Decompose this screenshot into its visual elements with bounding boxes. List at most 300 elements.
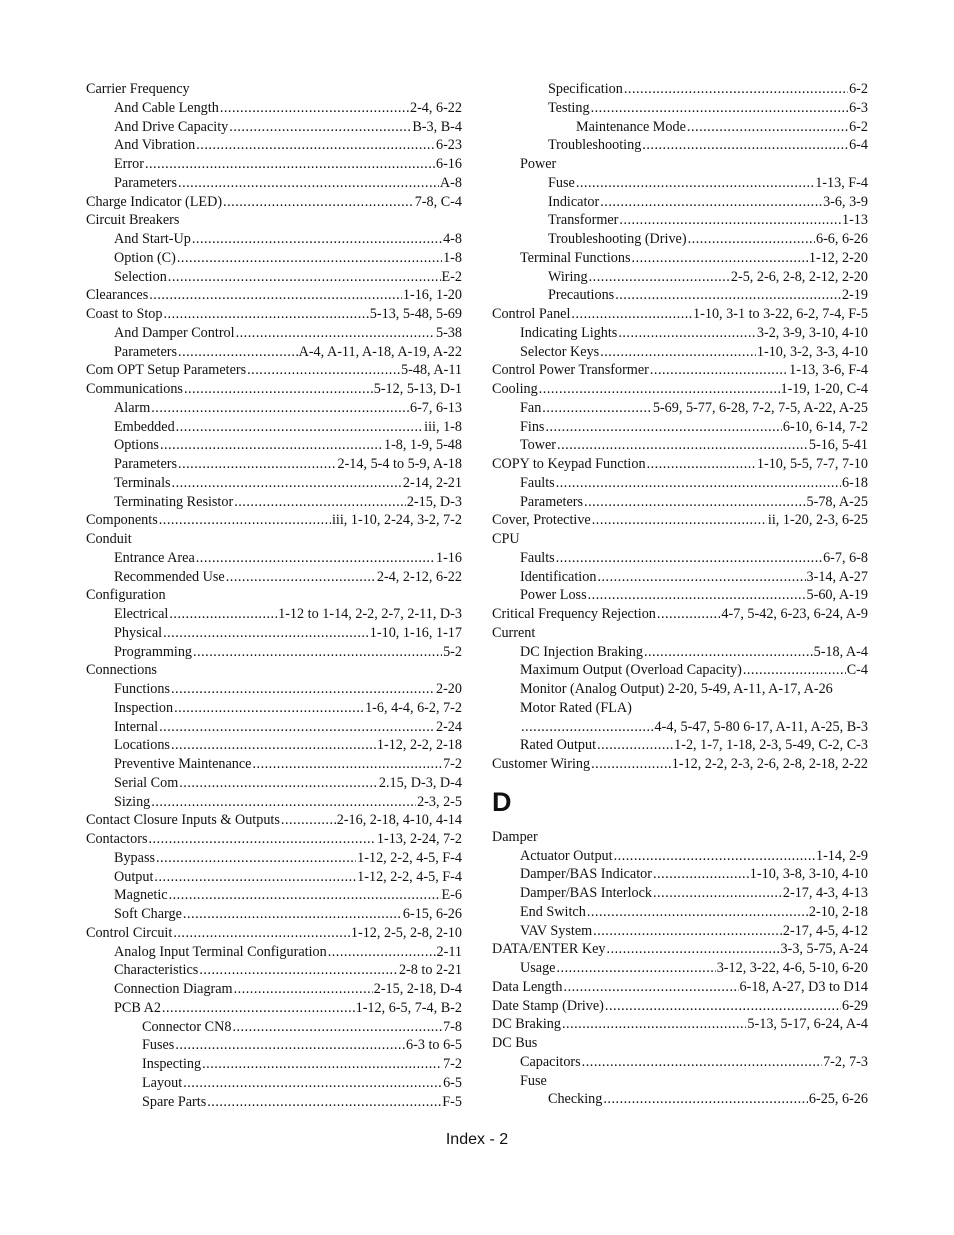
index-entry (86, 1036, 462, 1055)
index-entry (492, 230, 868, 249)
dot-leader (644, 643, 813, 662)
index-entry (86, 680, 462, 699)
index-pages: 1-10, 3-8, 3-10, 4-10 (749, 866, 868, 883)
index-entry (492, 286, 868, 305)
dot-leader (199, 961, 398, 980)
index-pages: 5-78, A-25 (806, 493, 868, 510)
index-entry (492, 959, 868, 978)
dot-leader (328, 943, 436, 962)
index-entry (86, 886, 462, 905)
index-entry (492, 680, 868, 699)
index-entry (86, 474, 462, 493)
index-entry (86, 361, 462, 380)
index-term: Faults (520, 549, 555, 566)
index-entry (492, 380, 868, 399)
index-term: Error (114, 156, 144, 172)
dot-leader (562, 1015, 746, 1034)
index-entry (86, 436, 462, 455)
index-entry (492, 997, 868, 1016)
index-entry (492, 530, 868, 549)
index-term: Clearances (86, 287, 149, 304)
index-term: Layout (142, 1074, 183, 1091)
index-entry (492, 605, 868, 624)
index-entry (492, 324, 868, 343)
dot-leader (591, 99, 849, 118)
index-pages: 5-69, 5-77, 6-28, 7-2, 7-5, A-22, A-25 (652, 399, 868, 416)
index-term: Transformer (548, 212, 619, 229)
index-pages: 6-2 (849, 81, 868, 97)
dot-leader (229, 118, 411, 137)
index-pages: E-2 (441, 268, 462, 285)
index-term: Physical (114, 624, 163, 641)
index-entry (492, 249, 868, 268)
index-pages: 1-13 (841, 212, 868, 229)
dot-leader (632, 249, 808, 268)
dot-leader (614, 847, 815, 866)
dot-leader (159, 511, 331, 530)
index-term: Tower (520, 437, 557, 454)
index-entry (86, 455, 462, 474)
dot-leader (571, 305, 692, 324)
index-column-left (86, 80, 462, 1111)
index-entry (492, 418, 868, 437)
index-term: Parameters (114, 343, 178, 360)
index-entry (86, 699, 462, 718)
index-pages: 5-12, 5-13, D-1 (373, 381, 462, 397)
index-entry (492, 736, 868, 755)
index-term: DATA/ENTER Key (492, 941, 606, 958)
dot-leader (178, 174, 439, 193)
index-term: Usage (520, 960, 556, 976)
index-entry (492, 455, 868, 474)
index-entry (86, 924, 462, 943)
dot-leader (154, 868, 356, 887)
index-term: Identification (520, 568, 597, 585)
dot-leader (743, 661, 846, 680)
index-term: Indicator (548, 193, 600, 210)
index-pages: 4-4, 5-47, 5-80 6-17, A-11, A-25, B-3 (654, 718, 868, 735)
index-pages: C-4 (846, 662, 868, 679)
dot-leader (171, 680, 435, 699)
index-pages: 5-13, 5-48, 5-69 (369, 306, 462, 322)
index-term: Indicating Lights (520, 324, 618, 341)
index-section-c-continued (492, 80, 868, 774)
dot-leader (173, 924, 350, 943)
index-term: Spare Parts (142, 1093, 207, 1110)
index-term: Monitor (Analog Output) 2-20, 5-49, A-11, A-17, A-26 (520, 681, 833, 697)
index-term: Magnetic (114, 887, 168, 904)
index-entry (86, 493, 462, 512)
index-pages: 6-3 to 6-5 (406, 1037, 462, 1054)
index-term: Capacitors (520, 1053, 581, 1070)
dot-leader (232, 1018, 442, 1037)
dot-leader (557, 436, 808, 455)
index-term: Characteristics (114, 962, 199, 979)
dot-leader (149, 286, 402, 305)
index-section-d (492, 828, 868, 1109)
index-term: Connector CN8 (142, 1018, 232, 1035)
index-entry (492, 193, 868, 212)
index-term: Inspecting (142, 1056, 202, 1072)
dot-leader (542, 399, 652, 418)
index-entry (492, 847, 868, 866)
index-entry (86, 118, 462, 137)
index-pages: 1-12, 2-2, 4-5, F-4 (357, 868, 462, 885)
index-pages: 1-2, 1-7, 1-18, 2-3, 5-49, C-2, C-3 (674, 737, 868, 754)
dot-leader (556, 549, 822, 568)
index-pages: 2-8 to 2-21 (398, 962, 462, 979)
index-term: Control Circuit (86, 924, 173, 941)
index-entry (86, 755, 462, 774)
index-entry (492, 1015, 868, 1034)
index-term: Wiring (548, 268, 588, 285)
index-pages: 7-2 (443, 756, 462, 772)
dot-leader (169, 605, 277, 624)
index-pages: 2-16, 2-18, 4-10, 4-14 (336, 812, 462, 829)
index-term: And Vibration (114, 137, 196, 154)
index-pages: 2-3, 2-5 (417, 793, 462, 810)
index-term: Terminating Resistor (114, 493, 234, 510)
index-entry (86, 155, 462, 174)
dot-leader (252, 755, 442, 774)
dot-leader (584, 493, 805, 512)
dot-leader (175, 1036, 405, 1055)
index-term: Damper (492, 828, 538, 845)
dot-leader (234, 493, 406, 512)
index-entry (492, 755, 868, 774)
index-pages: 2-20 (435, 681, 462, 697)
index-pages: iii, 1-8 (424, 418, 462, 435)
index-term: Customer Wiring (492, 756, 591, 772)
index-pages: 1-10, 3-2, 3-3, 4-10 (756, 343, 868, 360)
index-entry (86, 999, 462, 1018)
index-pages: 6-7, 6-8 (823, 549, 868, 566)
index-entry (86, 530, 462, 549)
index-entry (492, 1090, 868, 1109)
dot-leader (281, 811, 336, 830)
index-term: Specification (548, 81, 623, 97)
dot-leader (600, 193, 822, 212)
index-term: Maximum Output (Overload Capacity) (520, 662, 742, 679)
index-entry (492, 305, 868, 324)
index-pages: 2-15, 2-18, D-4 (373, 981, 462, 997)
index-term: Fan (520, 399, 542, 416)
dot-leader (545, 418, 781, 437)
index-pages: 1-8, 1-9, 5-48 (383, 437, 462, 454)
dot-leader (207, 1093, 441, 1112)
index-term: Terminals (114, 474, 171, 491)
index-pages: 6-15, 6-26 (402, 906, 462, 922)
index-entry (492, 643, 868, 662)
dot-leader (151, 793, 416, 812)
dot-leader (196, 136, 435, 155)
index-term: Cooling (492, 381, 538, 397)
index-pages: ii, 1-20, 2-3, 6-25 (767, 512, 868, 529)
index-term: Control Power Transformer (492, 362, 649, 379)
index-term: And Damper Control (114, 324, 235, 341)
index-entry (86, 511, 462, 530)
index-pages: 1-16, 1-20 (402, 287, 462, 304)
index-term: Terminal Functions (520, 249, 631, 266)
index-term: Troubleshooting (548, 137, 642, 154)
index-term: Parameters (520, 493, 584, 510)
dot-leader (196, 549, 435, 568)
index-term: Soft Charge (114, 906, 182, 922)
index-entry (492, 978, 868, 997)
index-entry (492, 828, 868, 847)
index-pages: 6-25, 6-26 (808, 1091, 868, 1108)
dot-leader (642, 136, 848, 155)
index-pages: 1-12, 6-5, 7-4, B-2 (355, 999, 462, 1016)
index-term: Output (114, 868, 154, 885)
index-pages: 5-18, A-4 (813, 643, 868, 660)
dot-leader (145, 155, 435, 174)
index-pages: 6-4 (849, 137, 868, 154)
index-pages: 1-13, 2-24, 7-2 (376, 831, 462, 847)
index-pages: 1-16 (435, 549, 462, 566)
index-entry (86, 1093, 462, 1112)
dot-leader (202, 1055, 442, 1074)
index-column-right (492, 80, 868, 1109)
index-entry (492, 118, 868, 137)
index-term: Testing (548, 99, 590, 116)
index-entry (492, 511, 868, 530)
index-entry (492, 80, 868, 99)
dot-leader (169, 886, 441, 905)
index-term: Parameters (114, 456, 178, 472)
dot-leader (226, 568, 376, 587)
index-entry (492, 940, 868, 959)
index-term: Fuse (520, 1072, 547, 1089)
index-entry (86, 418, 462, 437)
dot-leader (588, 586, 806, 605)
index-pages: 6-6, 6-26 (815, 231, 868, 247)
index-pages: F-5 (442, 1093, 462, 1110)
dot-leader (247, 361, 400, 380)
dot-leader (176, 418, 423, 437)
dot-leader (236, 324, 435, 343)
dot-leader (556, 959, 715, 978)
dot-leader (564, 978, 739, 997)
index-term: Actuator Output (520, 847, 613, 864)
index-entry (492, 174, 868, 193)
index-term: Conduit (86, 531, 132, 547)
index-entry (86, 624, 462, 643)
index-pages: 3-12, 3-22, 4-6, 5-10, 6-20 (716, 960, 868, 976)
index-term: Critical Frequency Rejection (492, 606, 656, 622)
dot-leader (650, 361, 788, 380)
index-entry (86, 849, 462, 868)
index-term: Com OPT Setup Parameters (86, 362, 247, 379)
index-pages: 1-6, 4-4, 6-2, 7-2 (365, 699, 462, 716)
dot-leader (576, 174, 814, 193)
index-pages: 5-38 (435, 324, 462, 341)
dot-leader (178, 343, 298, 362)
index-term: Maintenance Mode (576, 118, 686, 135)
index-term: Contactors (86, 831, 148, 847)
dot-leader (653, 865, 749, 884)
index-entry (492, 1034, 868, 1053)
dot-leader (593, 922, 782, 941)
index-entry (86, 1055, 462, 1074)
index-term: Preventive Maintenance (114, 756, 252, 772)
index-term: Current (492, 624, 536, 641)
index-entry (492, 399, 868, 418)
index-pages: 6-23 (435, 137, 462, 154)
index-entry (86, 1074, 462, 1093)
index-term: Damper/BAS Interlock (520, 885, 652, 901)
index-term: COPY to Keypad Function (492, 456, 646, 472)
index-term: Communications (86, 381, 183, 397)
index-pages: 4-8 (443, 231, 462, 247)
dot-leader (592, 511, 767, 530)
index-pages: 2-4, 2-12, 6-22 (376, 568, 462, 585)
index-entry (492, 268, 868, 287)
dot-leader (220, 99, 409, 118)
index-pages: 6-7, 6-13 (409, 399, 462, 416)
index-pages: 6-18, A-27, D3 to D14 (739, 978, 868, 995)
index-term: Power (520, 156, 557, 172)
dot-leader (171, 736, 376, 755)
index-entry (492, 1072, 868, 1091)
index-pages: 2-24 (435, 718, 462, 735)
index-entry (86, 268, 462, 287)
dot-leader (148, 830, 375, 849)
index-entry (86, 830, 462, 849)
index-pages: 5-13, 5-17, 6-24, A-4 (747, 1016, 868, 1033)
index-pages: 2-17, 4-5, 4-12 (782, 922, 868, 939)
index-term: VAV System (520, 922, 593, 939)
index-pages: 2-10, 2-18 (808, 903, 868, 920)
index-term: Data Length (492, 978, 563, 995)
index-entry (86, 549, 462, 568)
index-term: Connection Diagram (114, 981, 233, 997)
index-entry (492, 361, 868, 380)
index-term: CPU (492, 531, 520, 547)
index-term: Options (114, 437, 159, 454)
index-pages: 2-14, 2-21 (402, 474, 462, 491)
index-pages: 1-12, 2-2, 2-18 (376, 737, 462, 754)
index-pages: 1-12 to 1-14, 2-2, 2-7, 2-11, D-3 (278, 606, 462, 622)
dot-leader (174, 699, 364, 718)
index-term: And Drive Capacity (114, 118, 229, 135)
index-pages: A-4, A-11, A-18, A-19, A-22 (298, 343, 462, 360)
index-pages: 1-10, 5-5, 7-7, 7-10 (756, 456, 868, 472)
index-entry (492, 903, 868, 922)
index-term: Fuses (142, 1037, 175, 1054)
index-term: Faults (520, 474, 555, 491)
index-entry (86, 643, 462, 662)
index-entry (86, 774, 462, 793)
dot-leader (178, 455, 336, 474)
dot-leader (597, 568, 805, 587)
index-entry (492, 1053, 868, 1072)
index-entry (86, 211, 462, 230)
index-pages: 6-18 (841, 474, 868, 491)
index-pages: 6-3 (849, 99, 868, 116)
index-pages: 1-12, 2-5, 2-8, 2-10 (350, 924, 462, 941)
index-pages: 2-15, D-3 (406, 493, 462, 510)
index-term: Recommended Use (114, 568, 225, 585)
dot-leader (163, 305, 368, 324)
dot-leader (647, 455, 756, 474)
index-pages: 2.15, D-3, D-4 (378, 774, 462, 791)
page-footer: Index - 2 (445, 1131, 509, 1148)
index-entry (492, 436, 868, 455)
dot-leader (600, 343, 756, 362)
index-term: Sizing (114, 793, 151, 810)
index-entry (86, 661, 462, 680)
index-pages: 7-2 (443, 1056, 462, 1072)
index-entry (492, 624, 868, 643)
index-pages: 1-13, F-4 (815, 174, 868, 191)
dot-leader (168, 268, 441, 287)
index-term: Serial Com (114, 774, 179, 791)
index-term: Selector Keys (520, 343, 600, 360)
index-term: Fuse (548, 174, 575, 191)
index-entry (86, 305, 462, 324)
index-pages: 6-2 (849, 118, 868, 135)
dot-leader (556, 474, 841, 493)
index-term: Functions (114, 681, 170, 697)
dot-leader (183, 1074, 442, 1093)
index-entry (492, 699, 868, 718)
index-entry (492, 884, 868, 903)
index-pages: 1-10, 1-16, 1-17 (369, 624, 462, 641)
index-term: Troubleshooting (Drive) (548, 231, 687, 247)
index-pages: 5-48, A-11 (401, 362, 462, 379)
index-pages: 1-14, 2-9 (815, 847, 868, 864)
index-term: Components (86, 512, 158, 529)
dot-leader (603, 1090, 808, 1109)
index-pages: 5-60, A-19 (806, 587, 868, 604)
index-term: Rated Output (520, 737, 597, 754)
index-pages: 7-8, C-4 (414, 193, 462, 210)
dot-leader (177, 249, 442, 268)
index-entry (492, 211, 868, 230)
index-term: End Switch (520, 903, 586, 920)
index-entry (86, 399, 462, 418)
index-entry (86, 249, 462, 268)
index-term: Cover, Protective (492, 512, 591, 529)
index-term: Analog Input Terminal Configuration (114, 943, 327, 960)
index-term: And Start-Up (114, 231, 191, 247)
index-term: DC Braking (492, 1016, 561, 1033)
index-term: Circuit Breakers (86, 212, 180, 229)
index-pages: B-3, B-4 (412, 118, 462, 135)
index-pages: 3-3, 5-75, A-24 (780, 941, 868, 958)
index-entry (86, 736, 462, 755)
index-pages: 5-16, 5-41 (808, 437, 868, 454)
index-entry (86, 1018, 462, 1037)
index-pages: 3-2, 3-9, 3-10, 4-10 (756, 324, 868, 341)
index-pages: 6-5 (443, 1074, 462, 1091)
index-entry (86, 605, 462, 624)
dot-leader (618, 324, 756, 343)
index-pages: 5-2 (443, 643, 462, 660)
index-pages: 1-13, 3-6, F-4 (789, 362, 868, 379)
dot-leader (159, 718, 435, 737)
index-entry (492, 718, 868, 737)
dot-leader (151, 399, 409, 418)
index-entry (86, 286, 462, 305)
index-entry (86, 174, 462, 193)
index-term: Programming (114, 643, 193, 660)
dot-leader (687, 118, 848, 137)
index-entry (492, 136, 868, 155)
dot-leader (184, 380, 373, 399)
index-term: Electrical (114, 606, 169, 622)
